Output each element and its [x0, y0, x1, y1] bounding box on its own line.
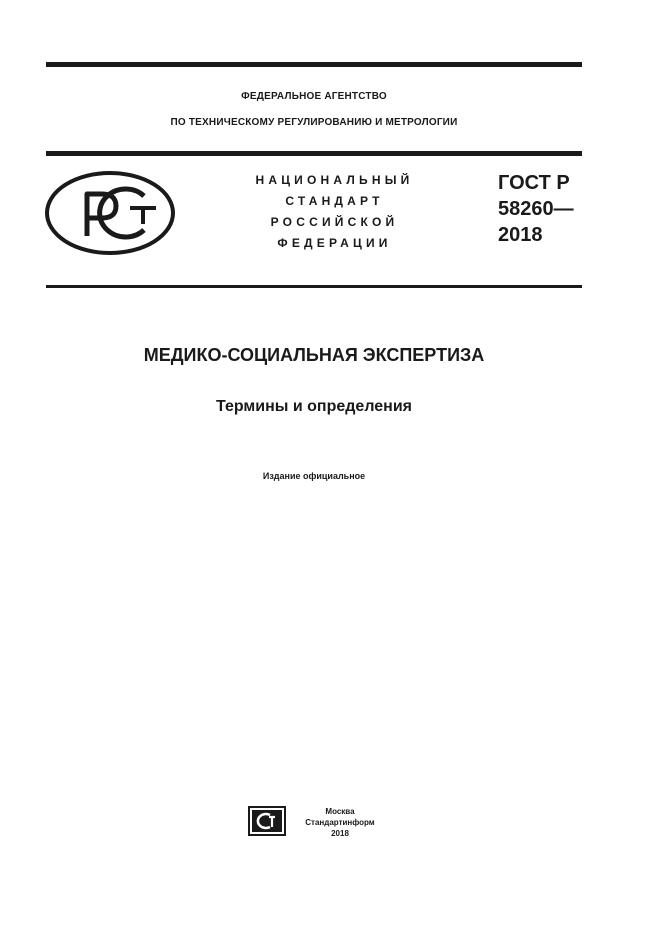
standard-code-line-2: 58260— [498, 198, 574, 220]
standard-code [498, 170, 574, 248]
natstd-line-4: ФЕДЕРАЦИИ [277, 236, 392, 250]
edition-label: Издание официальное [262, 471, 366, 481]
natstd-line-2: СТАНДАРТ [285, 194, 384, 208]
rst-emblem-icon [44, 170, 176, 256]
header-rule [46, 151, 582, 156]
standard-code-line-3: 2018 [498, 224, 543, 246]
section-rule [46, 285, 582, 288]
document-title: МЕДИКО-СОЦИАЛЬНАЯ ЭКСПЕРТИЗА [143, 345, 485, 365]
natstd-line-3: РОССИЙСКОЙ [270, 215, 399, 229]
national-standard-label [222, 170, 447, 254]
top-rule [46, 62, 582, 67]
agency-name-line2: ПО ТЕХНИЧЕСКОМУ РЕГУЛИРОВАНИЮ И МЕТРОЛОГИИ [170, 117, 458, 128]
publisher-name: Стандартинформ [305, 818, 375, 827]
agency-name-line1: ФЕДЕРАЛЬНОЕ АГЕНТСТВО [241, 91, 387, 102]
document-subtitle: Термины и определения [215, 398, 412, 415]
publication-year: 2018 [331, 829, 349, 838]
publisher-city: Москва [325, 807, 355, 816]
publisher-logo-icon [248, 806, 286, 836]
publisher-info [294, 806, 386, 839]
standard-code-line-1: ГОСТ Р [498, 172, 570, 194]
natstd-line-1: НАЦИОНАЛЬНЫЙ [255, 173, 414, 187]
